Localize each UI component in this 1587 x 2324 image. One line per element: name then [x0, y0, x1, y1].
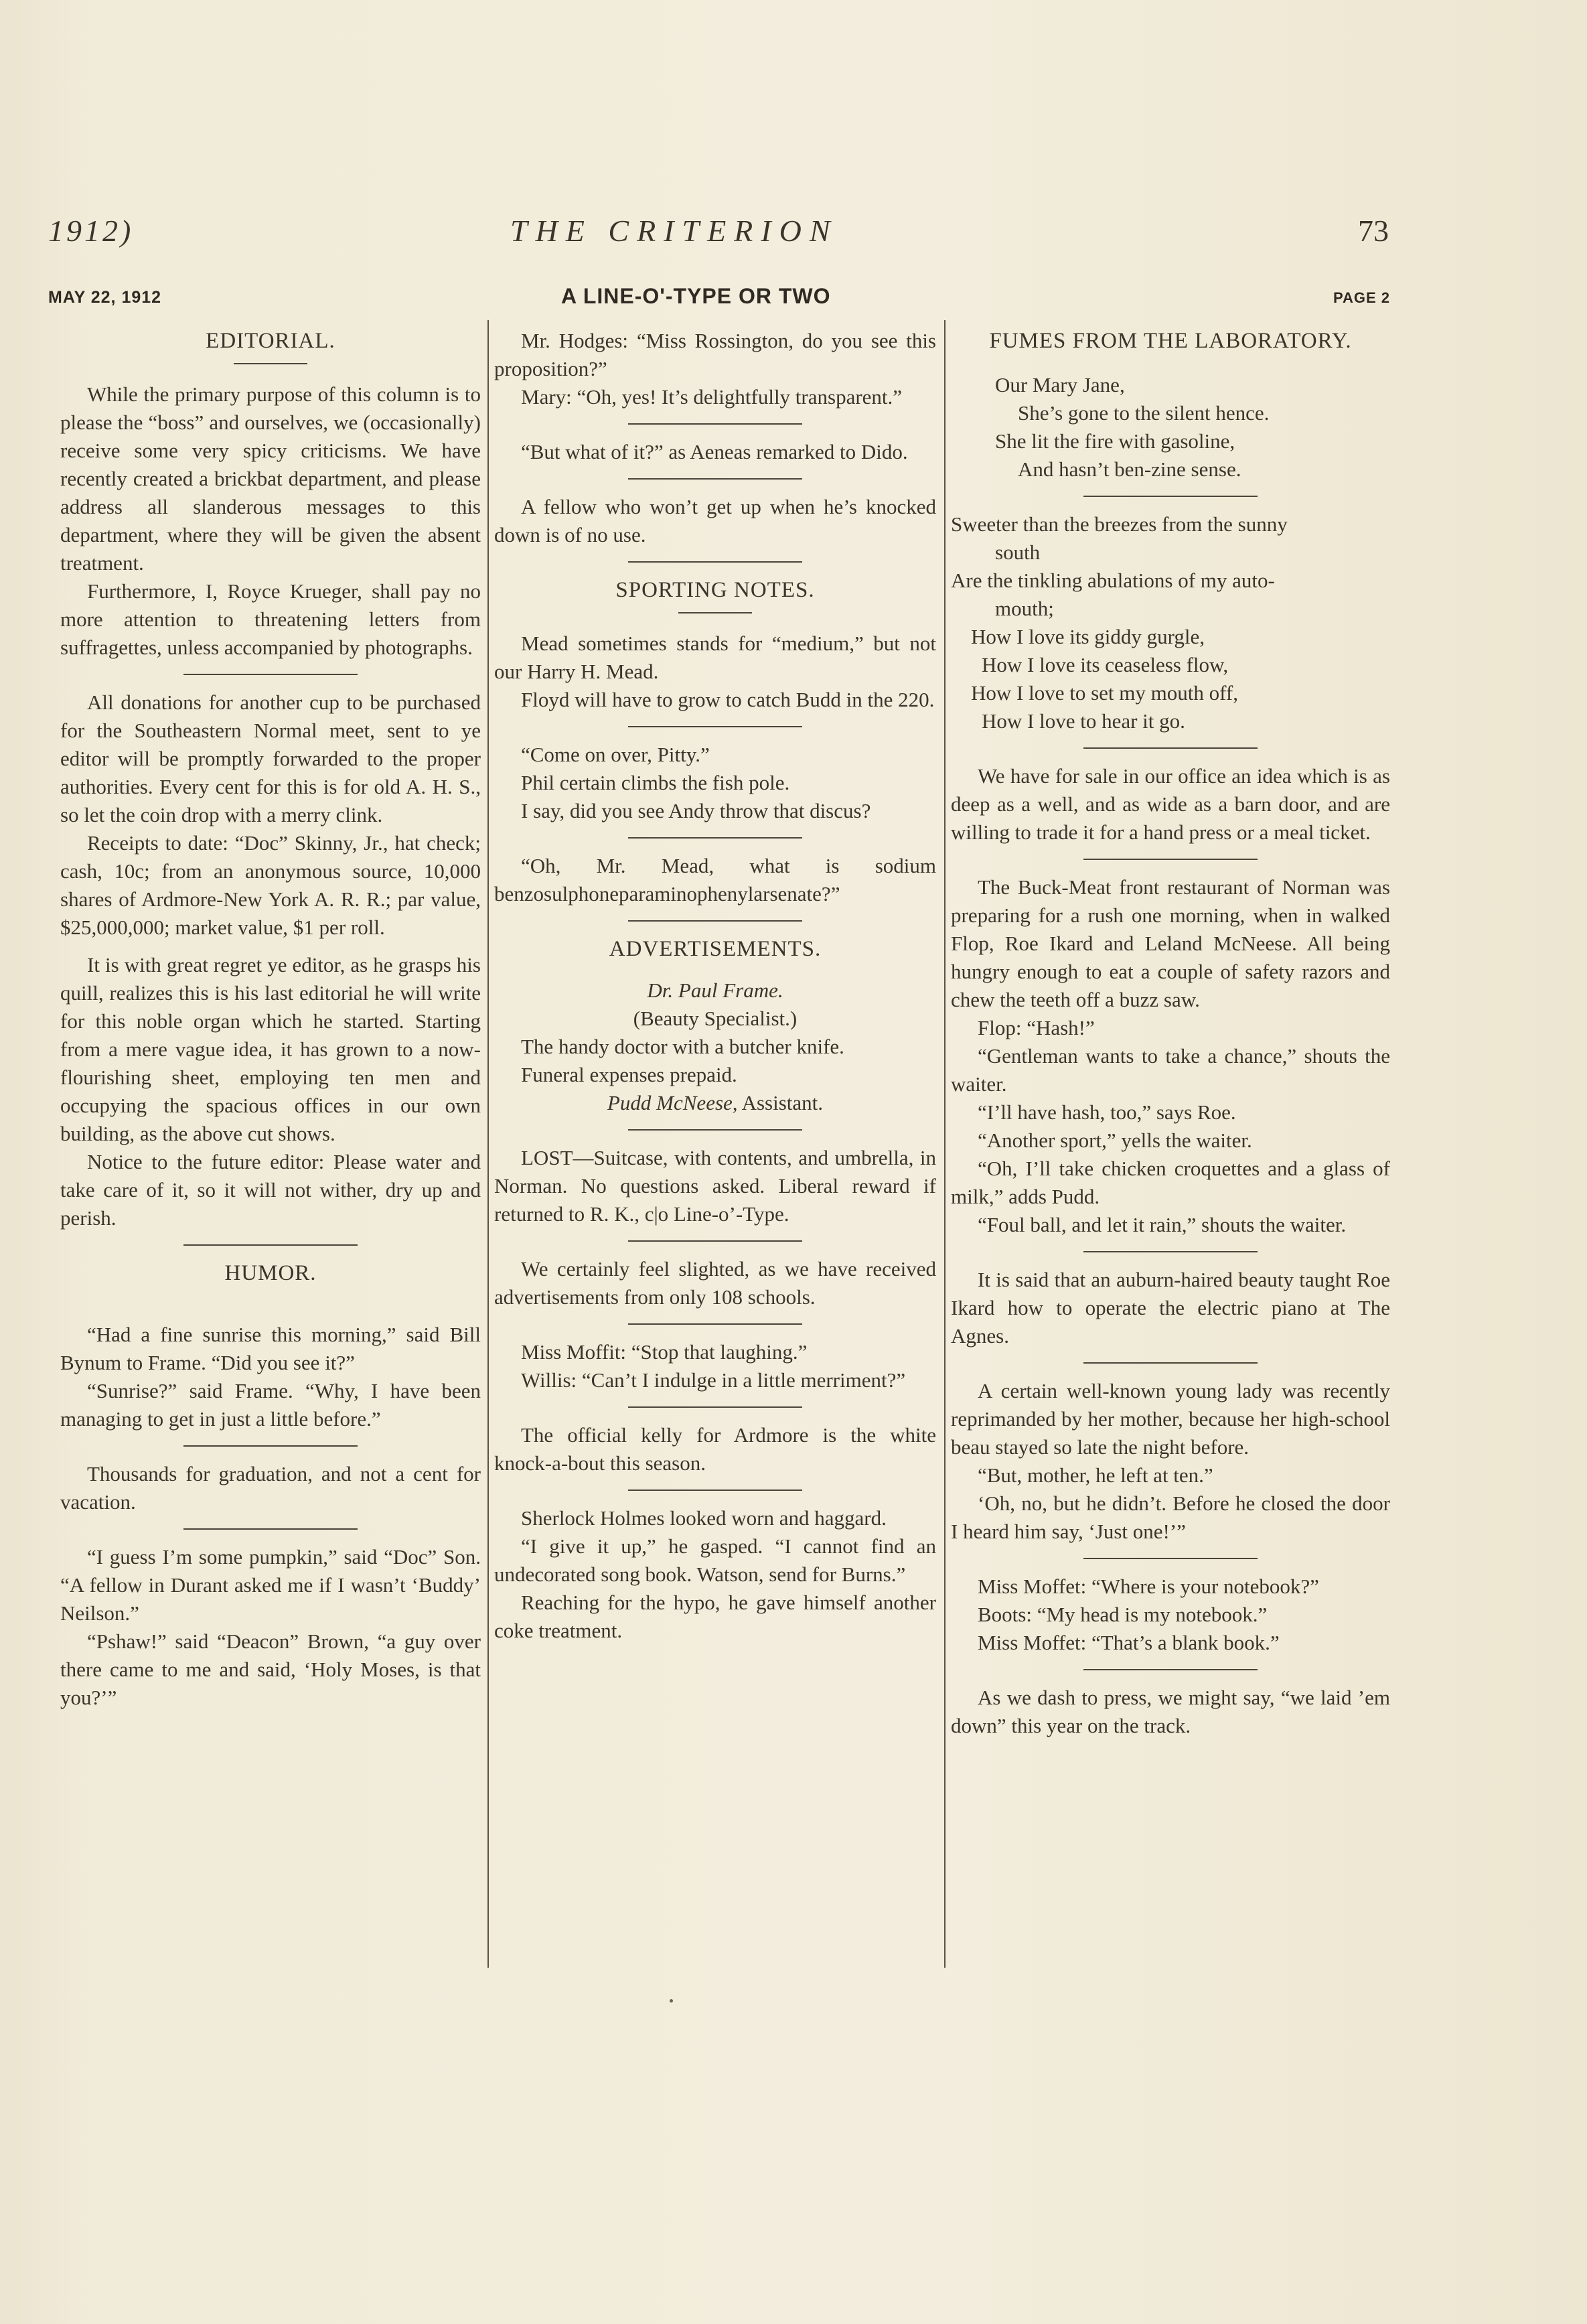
section-title: A LINE-O'-TYPE OR TWO — [561, 284, 831, 308]
editorial-paragraph: While the primary purpose of this column is to please the “boss” and ourselves, we (occasionally) receive some very spicy criticisms. We have recently created a brickbat department, and please address all slanderous messages to this department, where they will be given the absent treatment. — [60, 382, 481, 575]
column-divider-2 — [944, 320, 946, 1968]
humor-item: “Had a fine sunrise this morning,” said Bill Bynum to Frame. “Did you see it?” — [60, 1323, 481, 1374]
joke-item: “I give it up,” he gasped. “I cannot find an undecorated song book. Watson, send for Burns.” — [494, 1534, 936, 1586]
lab-item: “Gentleman wants to take a chance,” shouts the waiter. — [951, 1044, 1390, 1096]
lab-item: Miss Moffet: “That’s a blank book.” — [978, 1631, 1280, 1654]
verse-line: How I love its ceaseless flow, — [982, 653, 1229, 676]
ad-title: (Beauty Specialist.) — [633, 1007, 798, 1030]
divider — [1083, 1251, 1258, 1252]
fumes-heading: FUMES FROM THE LABORATORY. — [989, 329, 1352, 353]
humor-item: “Pshaw!” said “Deacon” Brown, “a guy over there came to me and said, ‘Holy Moses, is that you?’” — [60, 1629, 481, 1709]
divider — [234, 363, 307, 364]
divider — [628, 1323, 802, 1325]
ad-assistant — [494, 1089, 936, 1117]
joke-item: Mary: “Oh, yes! It’s delightfully transparent.” — [521, 385, 903, 409]
lab-item: “Another sport,” yells the waiter. — [978, 1129, 1252, 1152]
lab-item: The Buck-Meat front restaurant of Norman was preparing for a rush one morning, when in walked Flop, Roe Ikard and Leland McNeese. All being hungry enough to eat a couple of safety razors and chew the teeth off a buzz saw. — [951, 875, 1390, 1011]
divider — [183, 1445, 358, 1447]
header-year: 1912) — [48, 214, 134, 248]
verse-line: Are the tinkling abulations of my auto- — [951, 569, 1275, 592]
divider — [628, 1240, 802, 1242]
verse-line: How I love to hear it go. — [982, 709, 1185, 733]
joke-item: Willis: “Can’t I indulge in a little merriment?” — [521, 1368, 906, 1392]
ads-heading: ADVERTISEMENTS. — [609, 937, 822, 961]
verse-line: Our Mary Jane, — [995, 373, 1125, 396]
lab-item: “Oh, I’ll take chicken croquettes and a glass of milk,” adds Pudd. — [951, 1157, 1390, 1208]
humor-item: Thousands for graduation, and not a cent for vacation. — [60, 1462, 481, 1514]
divider — [678, 612, 752, 613]
verse-line: How I love its giddy gurgle, — [971, 625, 1205, 648]
sport-item: “Come on over, Pitty.” — [521, 743, 710, 766]
humor-item: “I guess I’m some pumpkin,” said “Doc” Son. “A fellow in Durant asked me if I wasn’t ‘Buddy’ Neilson.” — [60, 1545, 481, 1625]
verse-line: She lit the fire with gasoline, — [995, 429, 1235, 453]
verse-line: south — [995, 540, 1041, 564]
divider — [628, 837, 802, 839]
joke-item: Sherlock Holmes looked worn and haggard. — [521, 1506, 887, 1530]
verse-line: mouth; — [995, 597, 1054, 620]
column-2 — [494, 327, 936, 1645]
sport-item: Floyd will have to grow to catch Budd in the 220. — [521, 688, 935, 711]
sport-item: I say, did you see Andy throw that discus? — [521, 799, 871, 822]
journal-title: THE CRITERION — [510, 214, 838, 248]
lab-item: As we dash to press, we might say, “we laid ’em down” this year on the track. — [951, 1686, 1390, 1737]
editorial-paragraph: Furthermore, I, Royce Krueger, shall pay no more attention to threatening letters from suffragettes, unless accompanied by photographs. — [60, 579, 481, 659]
ad-line: The handy doctor with a butcher knife. — [521, 1035, 844, 1058]
joke-item: Reaching for the hypo, he gave himself another coke treatment. — [494, 1591, 936, 1642]
verse-line: How I love to set my mouth off, — [971, 681, 1238, 705]
divider — [183, 1528, 358, 1530]
humor-heading: HUMOR. — [224, 1261, 317, 1285]
lab-item: “But, mother, he left at ten.” — [978, 1463, 1213, 1487]
divider — [183, 674, 358, 675]
divider — [628, 478, 802, 480]
column-3 — [951, 327, 1390, 1740]
sporting-heading: SPORTING NOTES. — [615, 578, 815, 602]
verse-line: Sweeter than the breezes from the sunny — [951, 512, 1288, 536]
editorial-paragraph: Notice to the future editor: Please water and take care of it, so it will not wither, dry up and perish. — [60, 1150, 481, 1230]
lab-item: “Foul ball, and let it rain,” shouts the waiter. — [978, 1213, 1347, 1236]
spacer — [494, 963, 936, 976]
ad-name: Dr. Paul Frame. — [647, 978, 783, 1002]
joke-item: Mr. Hodges: “Miss Rossington, do you see this proposition?” — [494, 329, 936, 380]
lab-item: Flop: “Hash!” — [978, 1016, 1095, 1039]
section-header — [48, 284, 1390, 311]
divider — [628, 561, 802, 563]
lab-item: A certain well-known young lady was recently reprimanded by her mother, because her high-school beau stayed so late the night before. — [951, 1379, 1390, 1459]
joke-item: We certainly feel slighted, as we have received advertisements from only 108 schools. — [494, 1257, 936, 1309]
editorial-heading: EDITORIAL. — [206, 329, 335, 353]
joke-item: “But what of it?” as Aeneas remarked to Dido. — [521, 440, 908, 463]
divider — [1083, 1669, 1258, 1670]
ink-speck — [670, 1999, 673, 2003]
divider — [1083, 1558, 1258, 1559]
lab-item: “I’ll have hash, too,” says Roe. — [978, 1100, 1236, 1124]
sport-item: “Oh, Mr. Mead, what is sodium benzosulphoneparaminophenylarsenate?” — [494, 854, 936, 905]
editorial-paragraph: Receipts to date: “Doc” Skinny, Jr., hat check; cash, 10c; from an anonymous source, 10,000 shares of Ardmore-New York A. R. R.; par value, $25,000,000; market value, $1 per roll. — [60, 831, 481, 939]
divider — [628, 1406, 802, 1408]
joke-item: The official kelly for Ardmore is the white knock-a-bout this season. — [494, 1423, 936, 1475]
ad-assistant-name: Pudd McNeese, — [607, 1091, 738, 1114]
column-divider-1 — [487, 320, 489, 1968]
lab-item: We have for sale in our office an idea which is as deep as a well, and as wide as a barn door, and are willing to trade it for a hand press or a meal ticket. — [951, 764, 1390, 844]
issue-date: MAY 22, 1912 — [48, 288, 162, 307]
lost-notice: LOST—Suitcase, with contents, and umbrella, in Norman. No questions asked. Liberal reward if returned to R. K., c|o Line-o’-Type. — [494, 1146, 936, 1226]
ad-assistant-role: Assistant. — [737, 1091, 823, 1114]
humor-item: “Sunrise?” said Frame. “Why, I have been managing to get in just a little before.” — [60, 1379, 481, 1431]
lab-item: Miss Moffet: “Where is your notebook?” — [978, 1575, 1319, 1598]
divider — [183, 1244, 358, 1246]
divider — [1083, 496, 1258, 497]
page-number: 73 — [1358, 214, 1389, 248]
column-1 — [60, 327, 481, 1712]
divider — [628, 423, 802, 425]
verse-line: And hasn’t ben-zine sense. — [1018, 457, 1241, 481]
lab-item: ‘Oh, no, but he didn’t. Before he closed the door I heard him say, ‘Just one!’” — [951, 1492, 1390, 1543]
spacer — [951, 355, 1390, 371]
editorial-paragraph: All donations for another cup to be purchased for the Southeastern Normal meet, sent to ye editor will be promptly forwarded to the proper authorities. Every cent for this is for old A. H. S., so let the coin drop with a merry clink. — [60, 691, 481, 826]
divider — [1083, 1362, 1258, 1364]
sport-item: Mead sometimes stands for “medium,” but not our Harry H. Mead. — [494, 632, 936, 683]
spacer — [60, 1287, 481, 1321]
sport-item: Phil certain climbs the fish pole. — [521, 771, 790, 794]
ad-line: Funeral expenses prepaid. — [521, 1063, 737, 1086]
lab-item: Boots: “My head is my notebook.” — [978, 1603, 1268, 1626]
editorial-paragraph: It is with great regret ye editor, as he grasps his quill, realizes this is his last editorial he will write for this noble organ which he started. Starting from a mere vague idea, it has grown to a now-flourishing sheet, employing ten men and occupying the spacious offices in our own building, as the above cut shows. — [60, 953, 481, 1145]
divider — [1083, 859, 1258, 860]
divider — [628, 920, 802, 922]
lab-item: It is said that an auburn-haired beauty taught Roe Ikard how to operate the electric piano at The Agnes. — [951, 1268, 1390, 1348]
sub-page-number: PAGE 2 — [1333, 289, 1390, 306]
running-header — [48, 213, 1387, 260]
divider — [1083, 747, 1258, 749]
joke-item: Miss Moffit: “Stop that laughing.” — [521, 1340, 808, 1364]
divider — [628, 726, 802, 727]
verse-line: She’s gone to the silent hence. — [1018, 401, 1270, 425]
joke-item: A fellow who won’t get up when he’s knocked down is of no use. — [494, 495, 936, 547]
divider — [628, 1490, 802, 1491]
divider — [628, 1129, 802, 1131]
